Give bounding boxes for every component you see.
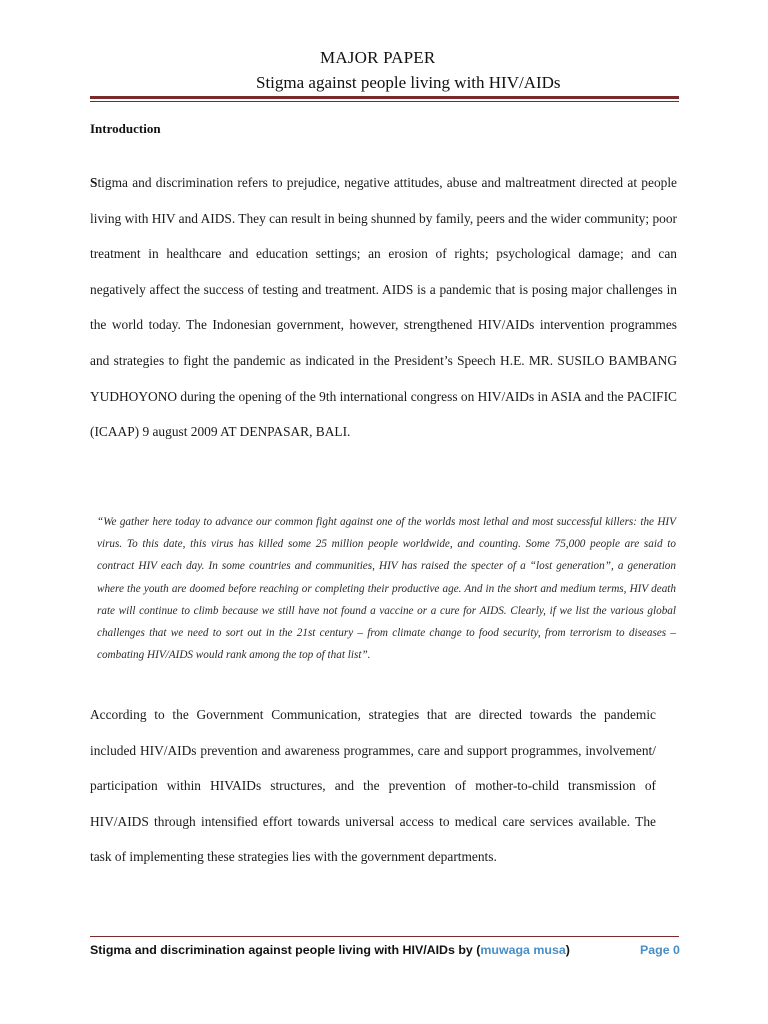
footer-author: muwaga musa (480, 943, 566, 957)
document-subtitle: Stigma against people living with HIV/AIDs (256, 73, 561, 92)
paragraph-1-text: tigma and discrimination refers to prejudice, negative attitudes, abuse and maltreatment directed at people living with HIV and AIDS. They can result in being shunned by family, peers and the wider community; poor treatment in healthcare and education settings; an erosion of rights; psychological damage; and can negatively affect the success of testing and treatment. AIDS is a pandemic that is posing major challenges in the world today. The Indonesian government, however, strengthened HIV/AIDs intervention programmes and strategies to fight the pandemic as indicated in the President’s Speech H.E. MR. SUSILO BAMBANG YUDHOYONO during the opening of the 9th international congress on HIV/AIDs in ASIA and the PACIFIC (ICAAP) 9 august 2009 AT DENPASAR, BALI. (90, 175, 677, 440)
header-rule-thin (90, 101, 679, 102)
footer-rule (90, 936, 679, 937)
paragraph-initial-letter: S (90, 175, 98, 190)
document-title: MAJOR PAPER (320, 48, 436, 67)
footer-close-paren: ) (565, 943, 570, 957)
header-rule-thick (90, 96, 679, 99)
footer-running-title (90, 943, 570, 957)
body-paragraph-1 (90, 165, 677, 450)
body-paragraph-2: According to the Government Communication, strategies that are directed towards the pandemic included HIV/AIDs prevention and awareness programmes, care and support programmes, involvement/ participation within HIVAIDs structures, and the prevention of mother-to-child transmission of HIV/AIDS through intensified effort towards universal access to medical care services available. The task of implementing these strategies lies with the government departments. (90, 707, 656, 865)
section-heading-introduction: Introduction (90, 121, 161, 136)
page-number: Page 0 (640, 943, 680, 957)
presidential-speech-quote: “We gather here today to advance our common fight against one of the worlds most lethal and most successful killers: the HIV virus. To this date, this virus has killed some 25 million people worldwide, and counting. Some 75,000 people are said to contract HIV each day. In some countries and communities, HIV has raised the specter of a “lost generation”, a generation where the youth are doomed before reaching or completing their productive age. And in the short and medium terms, HIV death rate will continue to climb because we still have not found a vaccine or a cure for AIDS. Clearly, if we list the various global challenges that we need to sort out in the 21st century – from climate change to food security, from terrorism to diseases – combating HIV/AIDS would rank among the top of that list”. (97, 516, 676, 662)
footer-title-text: Stigma and discrimination against people living with HIV/AIDs by ( (90, 943, 481, 957)
